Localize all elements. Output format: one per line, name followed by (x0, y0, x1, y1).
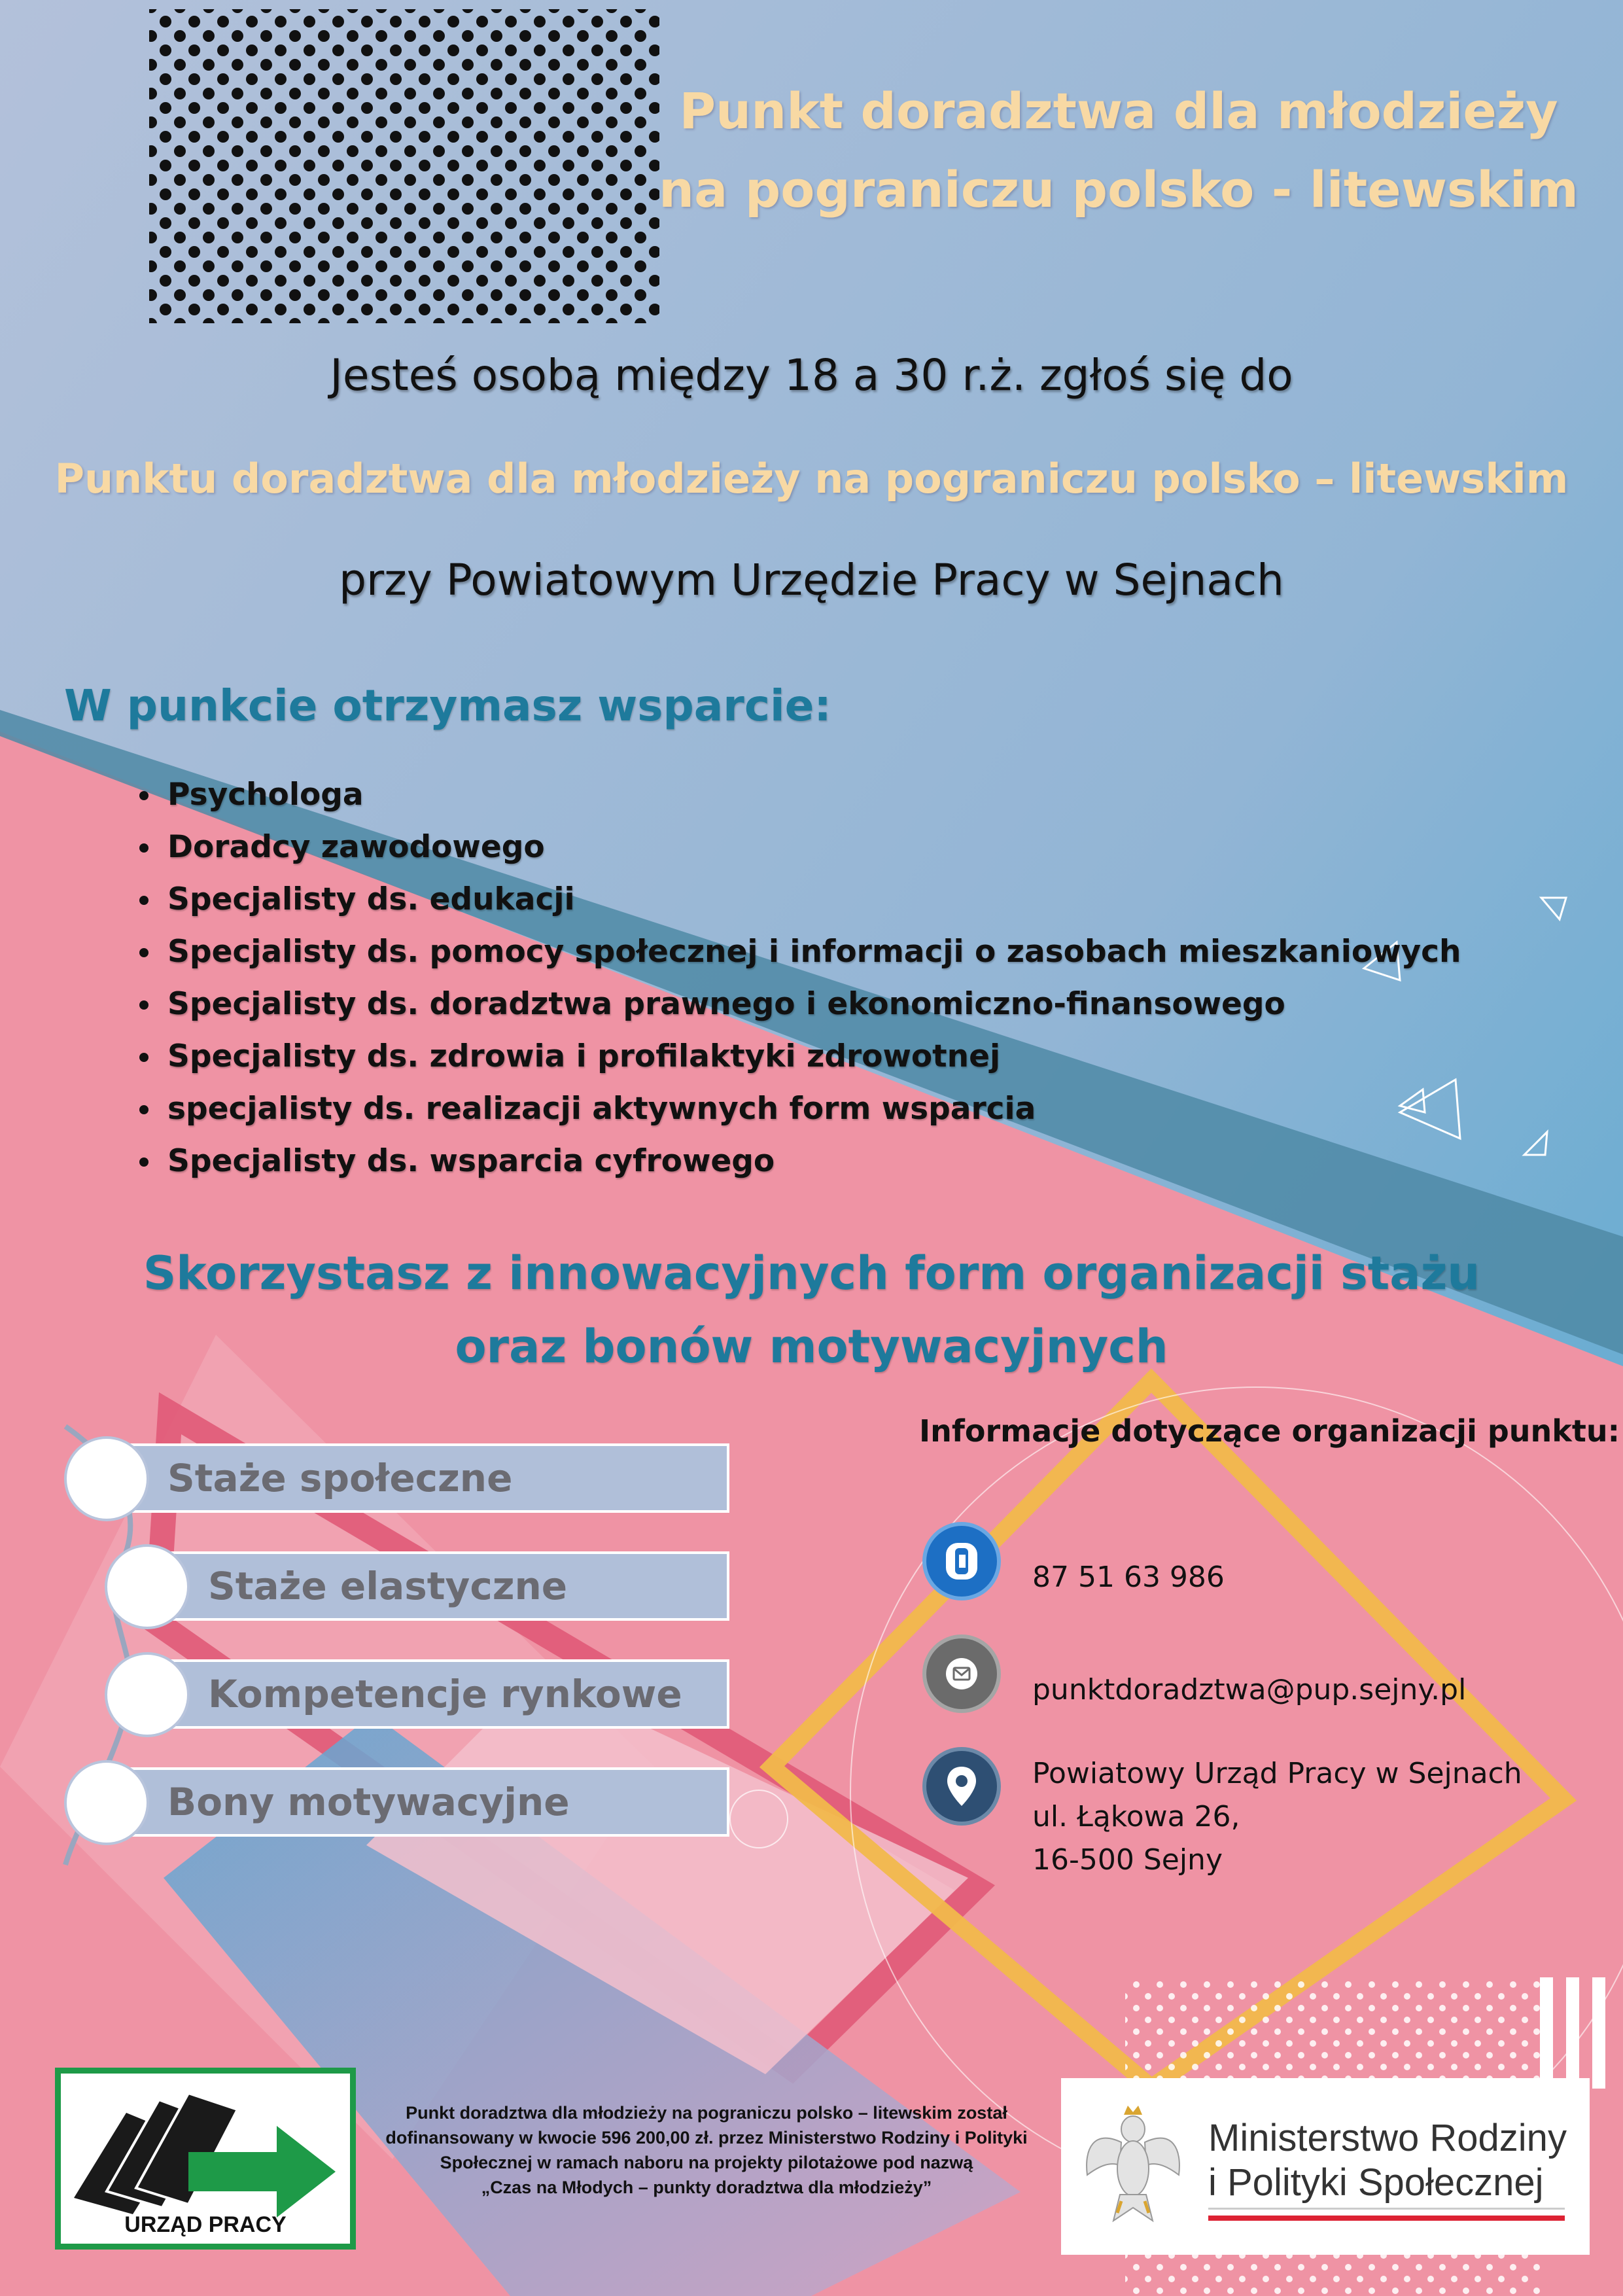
urzad-pracy-logo (55, 2068, 356, 2250)
support-heading: W punkcie otrzymasz wsparcie: (64, 680, 831, 731)
white-eagle-emblem-icon (1081, 2103, 1185, 2227)
funding-note (353, 2100, 1060, 2200)
option-bullet-circle (64, 1436, 149, 1521)
funding-line-3: Społecznej w ramach naboru na projekty pilotażowe pod nazwą (440, 2153, 973, 2172)
option-bullet-circle (105, 1652, 190, 1737)
list-item: • Specjalisty ds. zdrowia i profilaktyki zdrowotnej (162, 1031, 1461, 1083)
ministry-name-line-1: Ministerstwo Rodziny (1208, 2117, 1567, 2159)
list-item: • Doradcy zawodowego (162, 821, 1461, 874)
ministry-logo (1061, 2078, 1590, 2255)
ministry-red-underline (1208, 2216, 1565, 2221)
option-bullet-circle (64, 1760, 149, 1845)
option-bar (124, 1767, 729, 1837)
envelope-icon (926, 1638, 997, 1709)
email-address[interactable]: punktdoradztwa@pup.sejny.pl (1032, 1673, 1467, 1706)
phone-icon (926, 1526, 997, 1597)
ministry-name (1208, 2116, 1567, 2205)
address (1032, 1752, 1522, 1882)
title-line-2: na pograniczu polsko - litewskim (659, 160, 1579, 219)
poster-title (641, 72, 1596, 229)
option-bar (165, 1551, 729, 1621)
list-item: • Specjalisty ds. wsparcia cyfrowego (162, 1135, 1461, 1188)
intro-line-2: Punktu doradztwa dla młodzieży na pograniczu polsko – litewskim (54, 455, 1569, 503)
funding-line-2: dofinansowany w kwocie 596 200,00 zł. przez Ministerstwo Rodziny i Polityki (385, 2128, 1028, 2147)
address-line-3: 16-500 Sejny (1032, 1843, 1223, 1877)
option-bar (124, 1443, 729, 1513)
option-label: Staże elastyczne (208, 1564, 568, 1608)
internship-line-2: oraz bonów motywacyjnych (455, 1320, 1168, 1373)
info-heading: Informacje dotyczące organizacji punktu: (919, 1413, 1620, 1449)
option-label: Bony motywacyjne (167, 1780, 570, 1824)
list-item: • Specjalisty ds. doradztwa prawnego i ekonomiczno-finansowego (162, 978, 1461, 1031)
ministry-grey-line (1208, 2208, 1565, 2210)
option-label: Staże społeczne (167, 1456, 513, 1500)
list-item: • Specjalisty ds. edukacji (162, 874, 1461, 926)
list-item: • specjalisty ds. realizacji aktywnych form wsparcia (162, 1083, 1461, 1135)
funding-line-4: „Czas na Młodych – punkty doradztwa dla młodzieży” (481, 2178, 932, 2197)
intro-line-1: Jesteś osobą między 18 a 30 r.ż. zgłoś się do (330, 350, 1293, 400)
list-item: • Specjalisty ds. pomocy społecznej i informacji o zasobach mieszkaniowych (162, 926, 1461, 978)
list-item: • Psychologa (162, 769, 1461, 821)
internship-line-1: Skorzystasz z innowacyjnych form organizacji stażu (143, 1246, 1480, 1300)
map-pin-icon (926, 1751, 997, 1822)
option-bullet-circle (105, 1544, 190, 1629)
title-line-1: Punkt doradztwa dla młodzieży (679, 82, 1558, 140)
address-line-1: Powiatowy Urząd Pracy w Sejnach (1032, 1757, 1522, 1790)
option-bar (165, 1659, 729, 1729)
urzad-pracy-label: URZĄD PRACY (124, 2212, 287, 2237)
phone-number[interactable]: 87 51 63 986 (1032, 1561, 1225, 1594)
ministry-name-line-2: i Polityki Społecznej (1208, 2161, 1544, 2204)
intro-line-3: przy Powiatowym Urzędzie Pracy w Sejnach (339, 555, 1284, 605)
address-line-2: ul. Łąkowa 26, (1032, 1800, 1240, 1833)
internship-heading (0, 1237, 1623, 1383)
funding-line-1: Punkt doradztwa dla młodzieży na pograniczu polsko – litewskim został (406, 2103, 1007, 2123)
support-list (111, 769, 1461, 1188)
option-label: Kompetencje rynkowe (208, 1672, 682, 1716)
